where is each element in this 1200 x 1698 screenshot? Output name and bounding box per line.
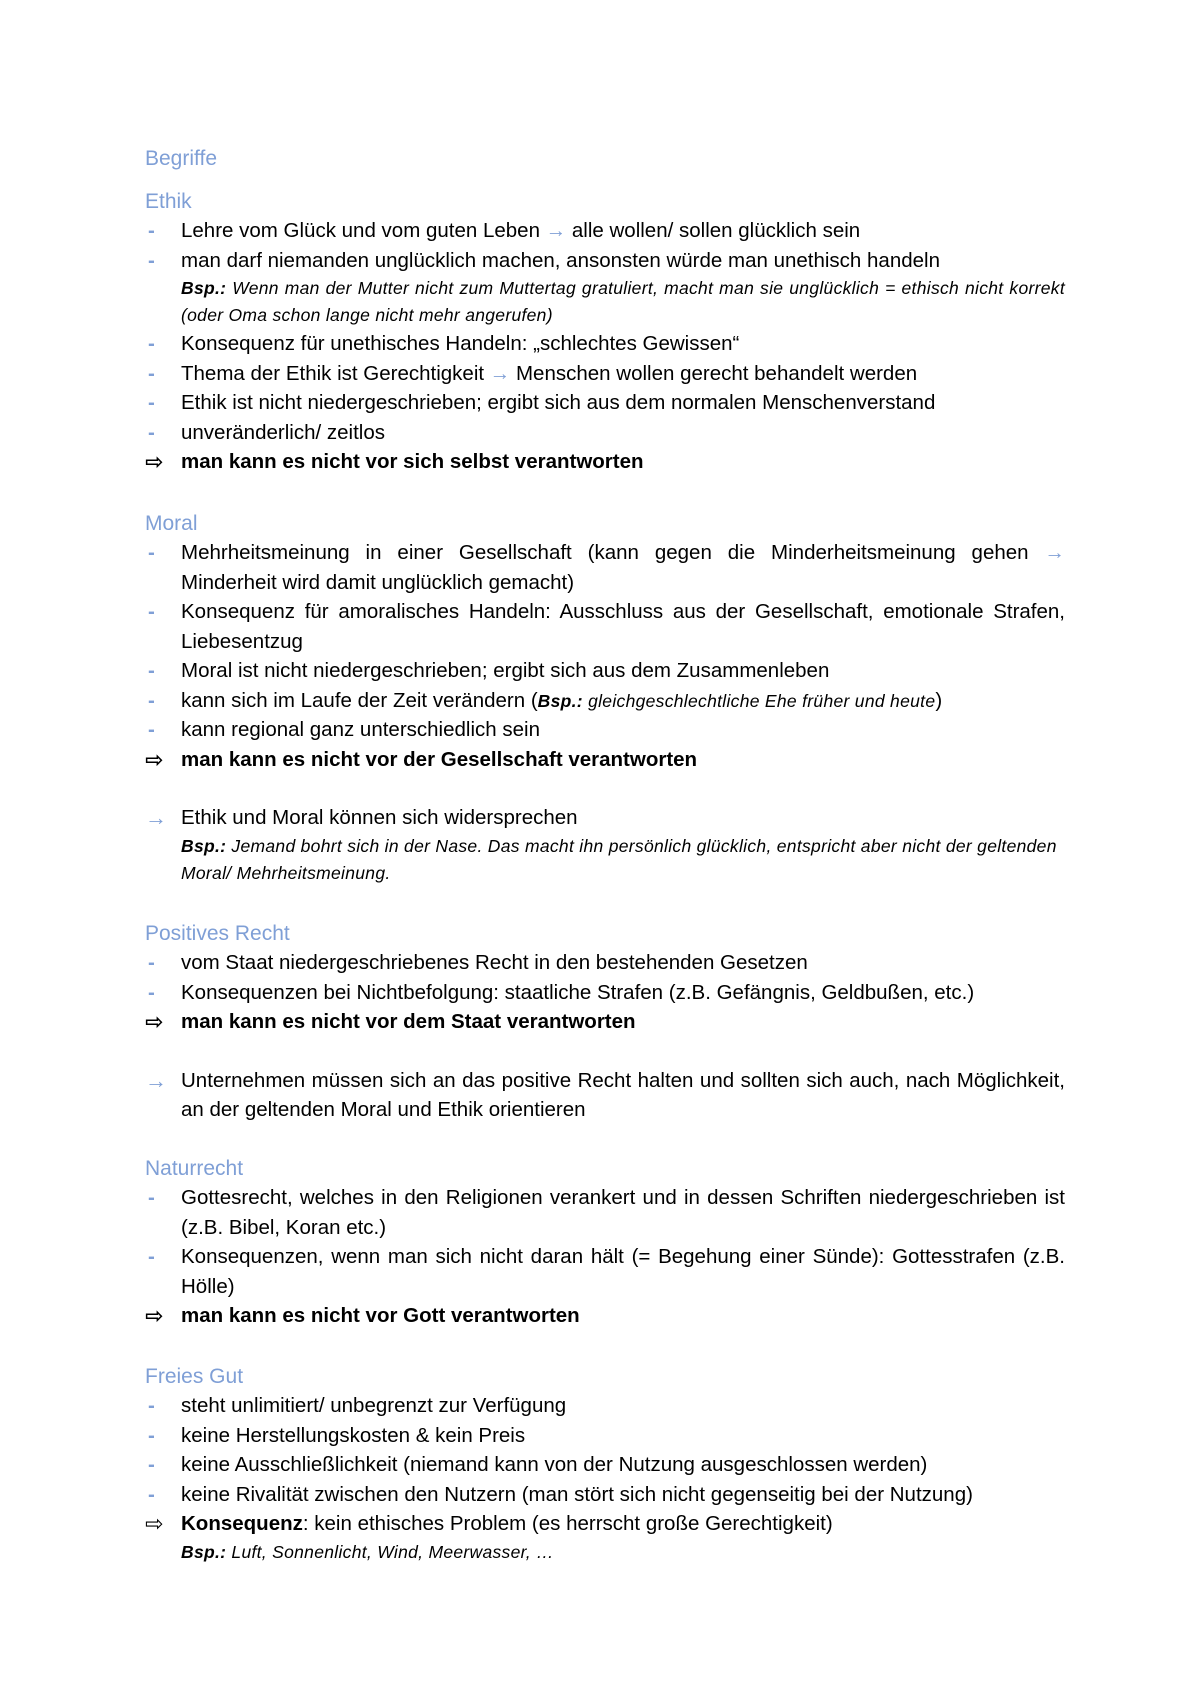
section-ethik (145, 188, 1065, 477)
list-item: - Konsequenz für unethisches Handeln: „schlechtes Gewissen“ (145, 329, 1065, 359)
section-naturrecht (145, 1155, 1065, 1331)
dash-bullet-icon: - (148, 1423, 155, 1447)
implies-arrow-icon: ⇨ (145, 449, 164, 474)
dash-bullet-icon: - (148, 659, 155, 682)
dash-bullet-icon: - (148, 1394, 155, 1417)
example-text: Bsp.: Jemand bohrt sich in der Nase. Das macht ihn persönlich glücklich, entspricht aber nicht der geltenden Moral/ Mehrheitsmeinung. (181, 835, 1057, 883)
example-text: Bsp.: Luft, Sonnenlicht, Wind, Meerwasser, … (181, 1541, 554, 1562)
dash-bullet-icon: - (148, 688, 155, 712)
section-moral (145, 510, 1065, 887)
section-positives-recht (145, 920, 1065, 1125)
dash-bullet-icon: - (148, 1453, 155, 1476)
section-heading-freies-gut: Freies Gut (145, 1365, 244, 1388)
list-item: - steht unlimitiert/ unbegrenzt zur Verfügung (145, 1391, 1065, 1421)
conclusion-item: ⇨ man kann es nicht vor dem Staat verantworten (145, 1007, 1065, 1037)
dash-bullet-icon: - (148, 219, 155, 242)
implies-arrow-icon: ⇨ (145, 746, 164, 772)
implies-arrow-icon: ⇨ (145, 1303, 164, 1328)
note-item: → Ethik und Moral können sich widersprechen (145, 803, 1065, 833)
arrow-right-icon: → (145, 805, 167, 830)
list-item: - man darf niemanden unglücklich machen, ansonsten würde man unethisch handeln Bsp.: Wenn man der Mutter nicht zum Muttertag gratuliert, macht man sie unglücklich = ethisch nicht korrekt (oder Oma schon lange nicht mehr angerufen) (145, 246, 1065, 330)
section-heading-naturrecht: Naturrecht (145, 1157, 244, 1180)
dash-bullet-icon: - (148, 391, 155, 414)
list-item: - Lehre vom Glück und vom guten Leben → alle wollen/ sollen glücklich sein (145, 216, 1065, 246)
arrow-right-icon: → (1044, 541, 1065, 564)
conclusion-item: ⇨ man kann es nicht vor sich selbst verantworten (145, 447, 1065, 477)
arrow-right-icon: → (145, 1067, 167, 1093)
list-item: - vom Staat niedergeschriebenes Recht in den bestehenden Gesetzen (145, 948, 1065, 978)
section-heading-positives-recht: Positives Recht (145, 922, 290, 945)
list-item: - Thema der Ethik ist Gerechtigkeit → Menschen wollen gerecht behandelt werden (145, 359, 1065, 389)
list-item: - keine Rivalität zwischen den Nutzern (man stört sich nicht gegenseitig bei der Nutzung) (145, 1480, 1065, 1510)
arrow-right-icon: → (489, 361, 511, 385)
list-item: - keine Herstellungskosten & kein Preis (145, 1421, 1065, 1451)
list-item: - unveränderlich/ zeitlos (145, 418, 1065, 448)
list-item: - kann regional ganz unterschiedlich sein (145, 715, 1065, 745)
dash-bullet-icon: - (148, 1245, 155, 1268)
list-item: - kann sich im Laufe der Zeit verändern (Bsp.: gleichgeschlechtliche Ehe früher und heute) (145, 686, 1065, 716)
arrow-right-icon: → (545, 219, 567, 242)
conclusion-item: ⇨ Konsequenz: kein ethisches Problem (es herrscht große Gerechtigkeit) (145, 1509, 1065, 1539)
implies-arrow-icon: ⇨ (145, 1511, 164, 1536)
dash-bullet-icon: - (148, 1186, 155, 1209)
list-item: - Ethik ist nicht niedergeschrieben; ergibt sich aus dem normalen Menschenverstand (145, 388, 1065, 418)
section-heading-ethik: Ethik (145, 190, 192, 213)
dash-bullet-icon: - (148, 1482, 155, 1506)
list-item: - Moral ist nicht niedergeschrieben; ergibt sich aus dem Zusammenleben (145, 656, 1065, 686)
example-text: Bsp.: Wenn man der Mutter nicht zum Muttertag gratuliert, macht man sie unglücklich = ethisch nicht korrekt (oder Oma schon lange nicht mehr angerufen) (181, 278, 1065, 325)
list-item: - keine Ausschließlichkeit (niemand kann von der Nutzung ausgeschlossen werden) (145, 1450, 1065, 1480)
dash-bullet-icon: - (148, 600, 155, 623)
dash-bullet-icon: - (148, 248, 155, 272)
note-item: → Unternehmen müssen sich an das positive Recht halten und sollten sich auch, nach Möglichkeit, an der geltenden Moral und Ethik orientieren (145, 1067, 1065, 1121)
dash-bullet-icon: - (148, 718, 155, 741)
list-item: - Konsequenz für amoralisches Handeln: Ausschluss aus der Gesellschaft, emotionale Strafen, Liebesentzug (145, 597, 1065, 656)
dash-bullet-icon: - (148, 980, 155, 1004)
list-item: - Mehrheitsmeinung in einer Gesellschaft (kann gegen die Minderheitsmeinung gehen → Minderheit wird damit unglücklich gemacht) (145, 538, 1065, 597)
dash-bullet-icon: - (148, 541, 155, 564)
conclusion-item: ⇨ man kann es nicht vor Gott verantworten (145, 1301, 1065, 1331)
dash-bullet-icon: - (148, 951, 155, 974)
dash-bullet-icon: - (148, 361, 155, 385)
implies-arrow-icon: ⇨ (145, 1009, 164, 1034)
list-item: - Konsequenzen, wenn man sich nicht daran hält (= Begehung einer Sünde): Gottesstrafen (z.B. Hölle) (145, 1242, 1065, 1301)
conclusion-item: ⇨ man kann es nicht vor der Gesellschaft verantworten (145, 745, 1065, 775)
list-item: - Gottesrecht, welches in den Religionen verankert und in dessen Schriften niedergeschrieben ist (z.B. Bibel, Koran etc.) (145, 1183, 1065, 1242)
list-item: - Konsequenzen bei Nichtbefolgung: staatliche Strafen (z.B. Gefängnis, Geldbußen, etc.) (145, 978, 1065, 1008)
dash-bullet-icon: - (148, 420, 155, 444)
page-title: Begriffe (145, 147, 217, 170)
dash-bullet-icon: - (148, 332, 155, 355)
section-heading-moral: Moral (145, 512, 198, 535)
section-freies-gut (145, 1363, 1065, 1566)
